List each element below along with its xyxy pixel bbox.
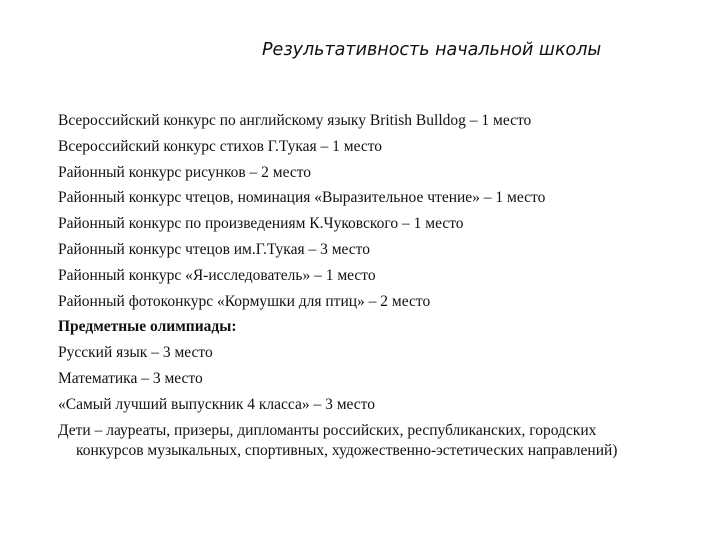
olympiads-heading: Предметные олимпиады:	[58, 318, 237, 336]
list-item-mathematics: Математика – 3 место	[58, 369, 203, 387]
list-item-best-graduate: «Самый лучший выпускник 4 класса» – 3 место	[58, 395, 375, 413]
list-item-british-bulldog: Всероссийский конкурс по английскому языку British Bulldog – 1 место	[58, 112, 532, 129]
list-item-young-researcher: Районный конкурс «Я-исследователь» – 1 место	[58, 266, 376, 284]
list-item-expressive-reading: Районный конкурс чтецов, номинация «Выразительное чтение» – 1 место	[58, 189, 546, 207]
list-item-laureates: Дети – лауреаты, призеры, дипломанты российских, республиканских, городских конкурсов музыкальных, спортивных, художественно-эстетических направлений)	[58, 421, 618, 459]
list-item-drawing-contest: Районный конкурс рисунков – 2 место	[58, 163, 312, 181]
list-item-chukovsky-contest: Районный конкурс по произведениям К.Чуковского – 1 место	[58, 215, 464, 233]
list-item-tukay-poems: Всероссийский конкурс стихов Г.Тукая – 1 место	[58, 137, 383, 155]
achievements-list	[58, 108, 698, 461]
list-item-russian-language: Русский язык – 3 место	[58, 344, 213, 362]
list-item-tukay-readers: Районный конкурс чтецов им.Г.Тукая – 3 место	[58, 240, 370, 258]
slide-title: Результативность начальной школы	[262, 40, 602, 60]
list-item-photo-contest: Районный фотоконкурс «Кормушки для птиц» – 2 место	[58, 292, 431, 310]
